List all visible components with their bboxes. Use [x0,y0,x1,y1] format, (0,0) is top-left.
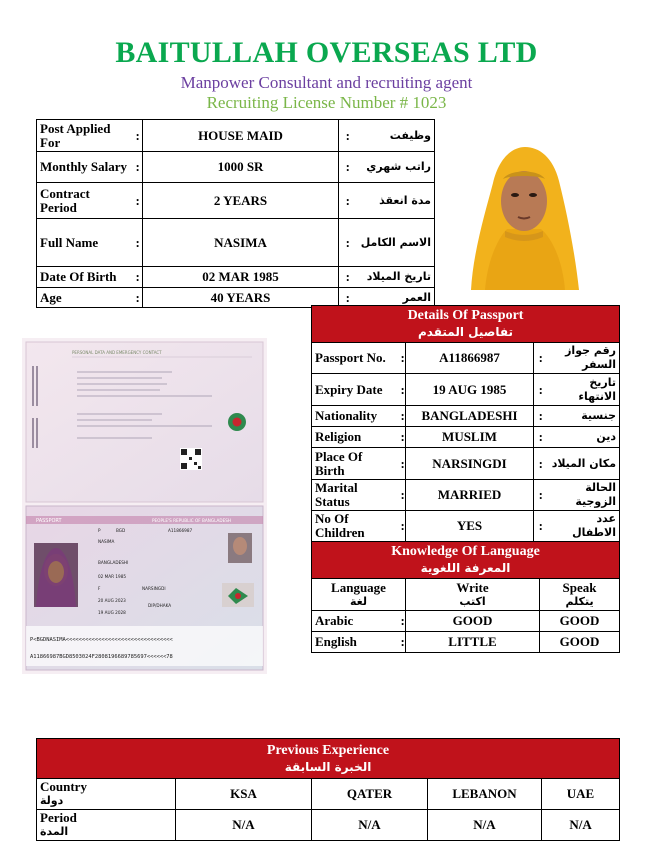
scan-authority: DIP/DHAKA [148,603,172,608]
colon: : [534,511,548,542]
colon: : [339,183,357,219]
passport-row [312,374,620,406]
label-marital-status: Marital Status [312,480,398,511]
label-country-text: Country [40,779,87,794]
value-monthly-salary: 1000 SR [143,152,339,183]
label-contract-period: Contract Period [37,183,133,219]
value-nationality: BANGLADESHI [406,406,534,427]
label-religion: Religion [312,427,398,448]
scan-issue-date: 20 AUG 2023 [98,598,126,603]
label-monthly-salary: Monthly Salary [37,152,133,183]
colon: : [398,427,406,448]
arabic-full-name: الاسم الكامل [357,219,435,267]
language-name: English [312,632,398,653]
arabic-age: العمر [357,288,435,308]
col-language-arabic: لغة [349,594,367,608]
row-dob [37,267,435,288]
colon: : [398,480,406,511]
arabic-marital-status: الحالة الزوجية [548,480,620,511]
experience-title-arabic: الخبرة السابقة [284,759,372,774]
arabic-contract-period: مدة انعقذ [357,183,435,219]
colon: : [398,343,406,374]
arabic-expiry-date: تاريخ الانتهاء [548,374,620,406]
passport-row [312,427,620,448]
colon: : [339,219,357,267]
passport-section-header [312,306,620,343]
scan-dob: 02 MAR 1985 [98,574,127,579]
passport-title-arabic: تفاصيل المتقدم [418,325,513,339]
colon: : [339,152,357,183]
label-full-name: Full Name [37,219,133,267]
col-language [312,579,406,611]
label-place-of-birth: Place Of Birth [312,448,398,480]
language-speak: GOOD [540,611,620,632]
scan-expiry-date: 19 AUG 2028 [98,610,126,615]
colon: : [133,219,143,267]
col-write-arabic: اكتب [459,594,486,608]
country-cell: QATER [312,779,428,810]
label-nationality: Nationality [312,406,398,427]
passport-row [312,480,620,511]
language-speak: GOOD [540,632,620,653]
arabic-post-applied: وظيفت [357,120,435,152]
scan-sex: F [98,586,101,591]
colon: : [133,120,143,152]
colon: : [133,267,143,288]
personal-details-table [36,119,435,308]
label-date-of-birth: Date Of Birth [37,267,133,288]
colon: : [398,511,406,542]
experience-title: Previous Experience [266,742,390,758]
country-cell: LEBANON [428,779,542,810]
col-write-label: Write [456,579,489,595]
colon: : [534,448,548,480]
value-marital-status: MARRIED [406,480,534,511]
passport-row [312,448,620,480]
experience-table [36,738,620,841]
arabic-religion: دين [548,427,620,448]
country-cell: UAE [542,779,620,810]
col-write [406,579,540,611]
company-title: BAITULLAH OVERSEAS LTD [115,36,538,69]
arabic-monthly-salary: راتب شهري [357,152,435,183]
colon: : [534,374,548,406]
passport-row [312,406,620,427]
colon: : [534,480,548,511]
colon: : [339,288,357,308]
arabic-passport-no: رقم جواز السفر [548,343,620,374]
colon: : [133,288,143,308]
language-title: Knowledge Of Language [391,544,540,559]
company-subtitle: Manpower Consultant and recruiting agent [180,73,473,92]
arabic-nationality: جنسية [548,406,620,427]
col-speak-label: Speak [562,579,597,595]
label-expiry-date: Expiry Date [312,374,398,406]
language-table [311,541,620,653]
language-row [312,632,620,653]
colon: : [398,611,406,632]
label-period-text: Period [40,810,77,825]
label-period [37,810,176,841]
colon: : [534,343,548,374]
col-language-label: Language [331,579,386,595]
scan-passport-no: A11866987 [168,528,193,533]
label-country [37,779,176,810]
row-contract [37,183,435,219]
label-post-applied: Post Applied For [37,120,133,152]
scan-top-heading: PERSONAL DATA AND EMERGENCY CONTACT [72,350,162,355]
colon: : [398,374,406,406]
passport-row [312,511,620,542]
scan-mrz-line-1: P<BGDNASIMA<<<<<<<<<<<<<<<<<<<<<<<<<<<<<<<<< [30,637,173,643]
row-fullname [37,219,435,267]
value-post-applied: HOUSE MAID [143,120,339,152]
passport-details-table [311,305,620,542]
label-no-of-children: No Of Children [312,511,398,542]
value-religion: MUSLIM [406,427,534,448]
row-post [37,120,435,152]
experience-country-row [37,779,620,810]
country-cell: KSA [176,779,312,810]
language-section-header [312,542,620,579]
language-write: LITTLE [406,632,540,653]
colon: : [339,267,357,288]
arabic-no-of-children: عدد الاطفال [548,511,620,542]
period-cell: N/A [428,810,542,841]
language-header-row [312,542,620,579]
scan-place: NARSINGDI [142,586,166,591]
experience-section-header [37,739,620,779]
value-contract-period: 2 YEARS [143,183,339,219]
passport-scan-image [22,338,267,674]
col-speak-arabic: يتكلم [565,594,594,608]
candidate-photo [463,143,585,290]
colon: : [398,632,406,653]
value-date-of-birth: 02 MAR 1985 [143,267,339,288]
scan-mrz-line-2: A11866987BGD8503024F2808196689785697<<<<<<78 [30,654,173,660]
passport-title: Details Of Passport [407,308,524,323]
experience-header-row [37,739,620,779]
value-passport-no: A11866987 [406,343,534,374]
label-passport-no: Passport No. [312,343,398,374]
label-age: Age [37,288,133,308]
value-no-of-children: YES [406,511,534,542]
colon: : [398,448,406,480]
language-write: GOOD [406,611,540,632]
period-cell: N/A [176,810,312,841]
passport-row [312,343,620,374]
period-cell: N/A [312,810,428,841]
value-place-of-birth: NARSINGDI [406,448,534,480]
colon: : [534,427,548,448]
scan-passport-word: PASSPORT [36,518,62,524]
row-salary [37,152,435,183]
language-title-arabic: المعرفة اللغوية [420,561,511,575]
col-speak [540,579,620,611]
passport-header-row [312,306,620,343]
license-number: Recruiting License Number # 1023 [206,93,447,112]
colon: : [339,120,357,152]
language-row [312,611,620,632]
scan-nationality: BANGLADESHI [98,560,129,565]
language-column-header [312,579,620,611]
colon: : [133,152,143,183]
label-period-arabic: المدة [40,825,69,838]
colon: : [534,406,548,427]
arabic-place-of-birth: مكان الميلاد [548,448,620,480]
arabic-date-of-birth: تاريخ الميلاد [357,267,435,288]
scan-name: NASIMA [98,539,115,544]
period-cell: N/A [542,810,620,841]
scan-p: P [98,528,101,533]
colon: : [133,183,143,219]
colon: : [398,406,406,427]
scan-republic: PEOPLE'S REPUBLIC OF BANGLADESH [152,518,232,523]
value-full-name: NASIMA [143,219,339,267]
label-country-arabic: دولة [40,794,64,807]
value-age: 40 YEARS [143,288,339,308]
language-name: Arabic [312,611,398,632]
value-expiry-date: 19 AUG 1985 [406,374,534,406]
experience-period-row [37,810,620,841]
scan-bgd: BGD [116,528,126,533]
